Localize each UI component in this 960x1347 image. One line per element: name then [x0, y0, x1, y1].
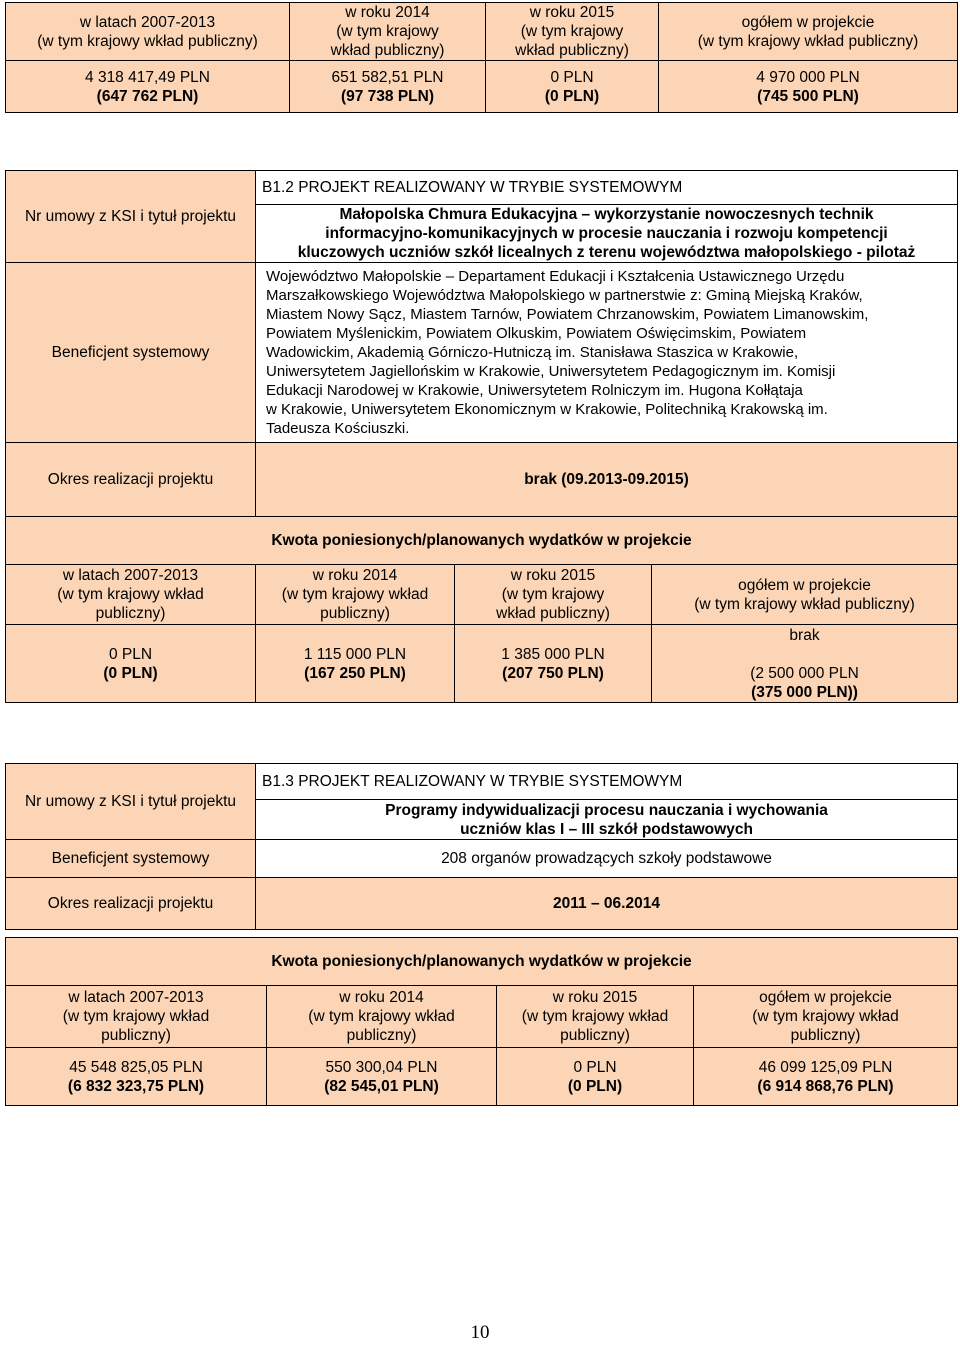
project-period: 2011 – 06.2014	[256, 878, 958, 930]
cost-header-2007-2013: w latach 2007-2013 (w tym krajowy wkład publiczny)	[6, 565, 256, 625]
beneficiary-text: Województwo Małopolskie – Departament Edukacji i Kształcenia Ustawicznego Urzędu Marszałkowskiego Województwa Małopolskiego w partnerstwie z: Gminą Miejską Kraków, Miastem Nowy Sącz, Miastem Tarnów, Powiatem Chrzanowskim, Powiatem Limanowskim, Powiatem Myślenickim, Powiatem Olkuskim, Powiatem Oświęcimskim, Powiatem Wadowickim, Akademią Górniczo-Hutniczą im. Stanisława Staszica w Krakowie, Uniwersytetem Jagiellońskim w Krakowie, Uniwersytetem Pedagogicznym im. Komisji Edukacji Narodowej w Krakowie, Uniwersytetem Rolniczym im. Hugona Kołłątaja w Krakowie, Uniwersytetem Ekonomicznym w Krakowie, Politechniką Krakowską im. Tadeusza Kościuszki.	[256, 263, 958, 443]
cost-header-2014: w roku 2014 (w tym krajowy wkład publiczny)	[267, 986, 497, 1048]
label-period: Okres realizacji projektu	[6, 878, 256, 930]
cost-value-total: 4 970 000 PLN (745 500 PLN)	[659, 61, 958, 113]
page-number: 10	[470, 1322, 490, 1343]
beneficiary-text: 208 organów prowadzących szkoły podstawowe	[256, 840, 958, 878]
top-costs-table	[5, 2, 958, 113]
cost-value-total: 46 099 125,09 PLN (6 914 868,76 PLN)	[694, 1048, 958, 1106]
cost-header-2007-2013: w latach 2007-2013 (w tym krajowy wkład publiczny)	[6, 986, 267, 1048]
project-heading: B1.3 PROJEKT REALIZOWANY W TRYBIE SYSTEMOWYM	[256, 764, 958, 800]
cost-value-total: brak (2 500 000 PLN (375 000 PLN))	[652, 625, 958, 703]
cost-header-total: ogółem w projekcie (w tym krajowy wkład publiczny)	[652, 565, 958, 625]
cost-header-2015: w roku 2015 (w tym krajowy wkład publiczny)	[497, 986, 694, 1048]
cost-value-2007-2013: 0 PLN (0 PLN)	[6, 625, 256, 703]
costs-heading: Kwota poniesionych/planowanych wydatków w projekcie	[6, 517, 958, 565]
cost-value-2015: 0 PLN (0 PLN)	[497, 1048, 694, 1106]
cost-header-total: ogółem w projekcie (w tym krajowy wkład publiczny)	[659, 3, 958, 61]
cost-header-total: ogółem w projekcie (w tym krajowy wkład publiczny)	[694, 986, 958, 1048]
project-b12-costs-table	[5, 516, 958, 703]
cost-value-2014: 1 115 000 PLN (167 250 PLN)	[256, 625, 455, 703]
cost-value-2015: 0 PLN (0 PLN)	[486, 61, 659, 113]
label-title: Nr umowy z KSI i tytuł projektu	[6, 171, 256, 263]
project-b13-costs-table	[5, 937, 958, 1106]
label-period: Okres realizacji projektu	[6, 443, 256, 517]
cost-header-2014: w roku 2014 (w tym krajowy wkład publiczny)	[256, 565, 455, 625]
project-period: brak (09.2013-09.2015)	[256, 443, 958, 517]
cost-value-2007-2013: 4 318 417,49 PLN (647 762 PLN)	[6, 61, 290, 113]
costs-heading: Kwota poniesionych/planowanych wydatków w projekcie	[6, 938, 958, 986]
cost-value-2007-2013: 45 548 825,05 PLN (6 832 323,75 PLN)	[6, 1048, 267, 1106]
cost-value-2015: 1 385 000 PLN (207 750 PLN)	[455, 625, 652, 703]
project-title: Małopolska Chmura Edukacyjna – wykorzystanie nowoczesnych technik informacyjno-komunikacyjnych w procesie nauczania i rozwoju kompetencji kluczowych uczniów szkół licealnych z terenu województwa małopolskiego - pilotaż	[256, 205, 958, 263]
cost-header-2015: w roku 2015 (w tym krajowy wkład publiczny)	[455, 565, 652, 625]
cost-value-2014: 550 300,04 PLN (82 545,01 PLN)	[267, 1048, 497, 1106]
cost-header-2014: w roku 2014 (w tym krajowy wkład publiczny)	[290, 3, 486, 61]
project-heading: B1.2 PROJEKT REALIZOWANY W TRYBIE SYSTEMOWYM	[256, 171, 958, 205]
project-b12-info-table	[5, 170, 958, 517]
label-title: Nr umowy z KSI i tytuł projektu	[6, 764, 256, 840]
cost-value-2014: 651 582,51 PLN (97 738 PLN)	[290, 61, 486, 113]
project-b13-info-table	[5, 763, 958, 930]
cost-header-2015: w roku 2015 (w tym krajowy wkład publiczny)	[486, 3, 659, 61]
label-beneficiary: Beneficjent systemowy	[6, 840, 256, 878]
label-beneficiary: Beneficjent systemowy	[6, 263, 256, 443]
project-title: Programy indywidualizacji procesu nauczania i wychowania uczniów klas I – III szkół podstawowych	[256, 800, 958, 840]
cost-header-2007-2013: w latach 2007-2013 (w tym krajowy wkład publiczny)	[6, 3, 290, 61]
